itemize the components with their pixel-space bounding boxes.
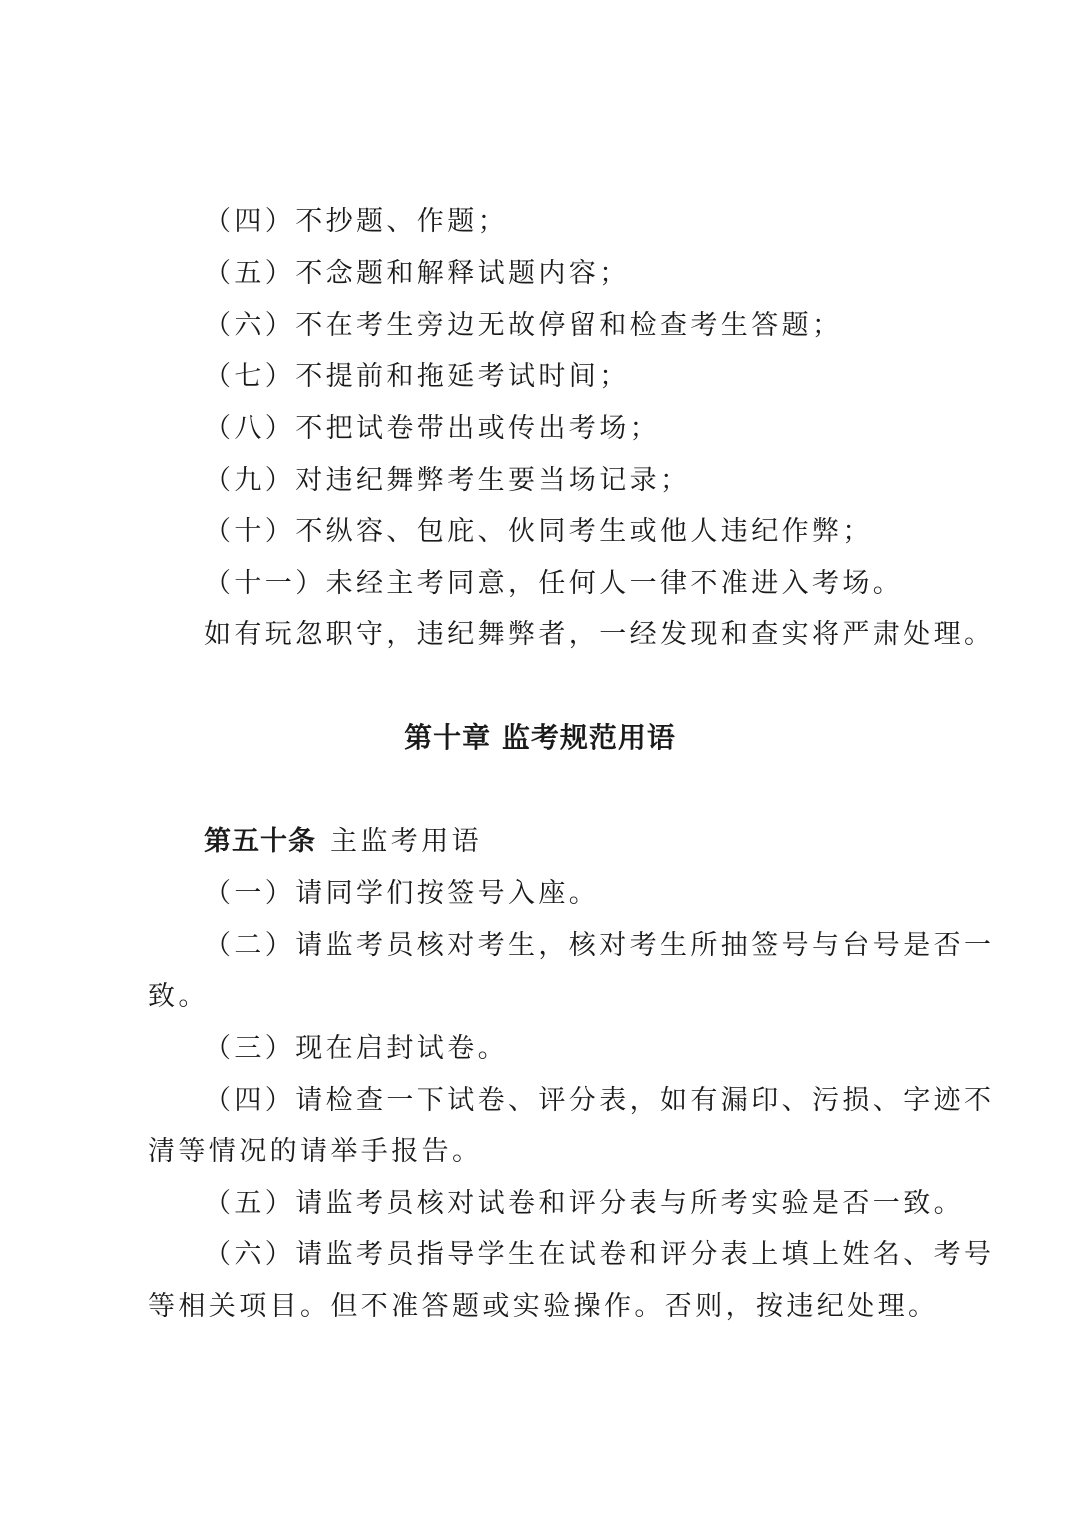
list-item-continuation: 等相关项目。但不准答题或实验操作。否则，按违纪处理。 xyxy=(148,1291,939,1322)
list-item: （四）不抄题、作题； xyxy=(204,206,508,237)
list-item-continuation: 致。 xyxy=(148,981,209,1012)
article-number: 第五十条 xyxy=(204,826,316,857)
list-item: （二）请监考员核对考生，核对考生所抽签号与台号是否一 xyxy=(204,930,995,961)
list-item: （十一）未经主考同意，任何人一律不准进入考场。 xyxy=(204,568,904,599)
article-heading xyxy=(204,816,1004,868)
list-item: （一）请同学们按签号入座。 xyxy=(204,878,600,909)
list-item: （六）请监考员指导学生在试卷和评分表上填上姓名、考号 xyxy=(204,1239,995,1270)
list-item: （七）不提前和拖延考试时间； xyxy=(204,361,630,392)
list-item: （六）不在考生旁边无故停留和检查考生答题； xyxy=(204,310,843,341)
list-item: （十）不纵容、包庇、伙同考生或他人违纪作弊； xyxy=(204,516,873,547)
article-title: 主监考用语 xyxy=(330,826,482,857)
list-item: （三）现在启封试卷。 xyxy=(204,1033,508,1064)
list-item-continuation: 清等情况的请举手报告。 xyxy=(148,1136,483,1167)
list-item: （八）不把试卷带出或传出考场； xyxy=(204,413,660,444)
list-item: （九）对违纪舞弊考生要当场记录； xyxy=(204,465,691,496)
list-item: （四）请检查一下试卷、评分表，如有漏印、污损、字迹不 xyxy=(204,1085,995,1116)
closing-note: 如有玩忽职守，违纪舞弊者，一经发现和查实将严肃处理。 xyxy=(204,619,995,650)
list-item: （五）不念题和解释试题内容； xyxy=(204,258,630,289)
list-item: （五）请监考员核对试卷和评分表与所考实验是否一致。 xyxy=(204,1188,964,1219)
chapter-title: 第十章 监考规范用语 xyxy=(404,721,676,754)
